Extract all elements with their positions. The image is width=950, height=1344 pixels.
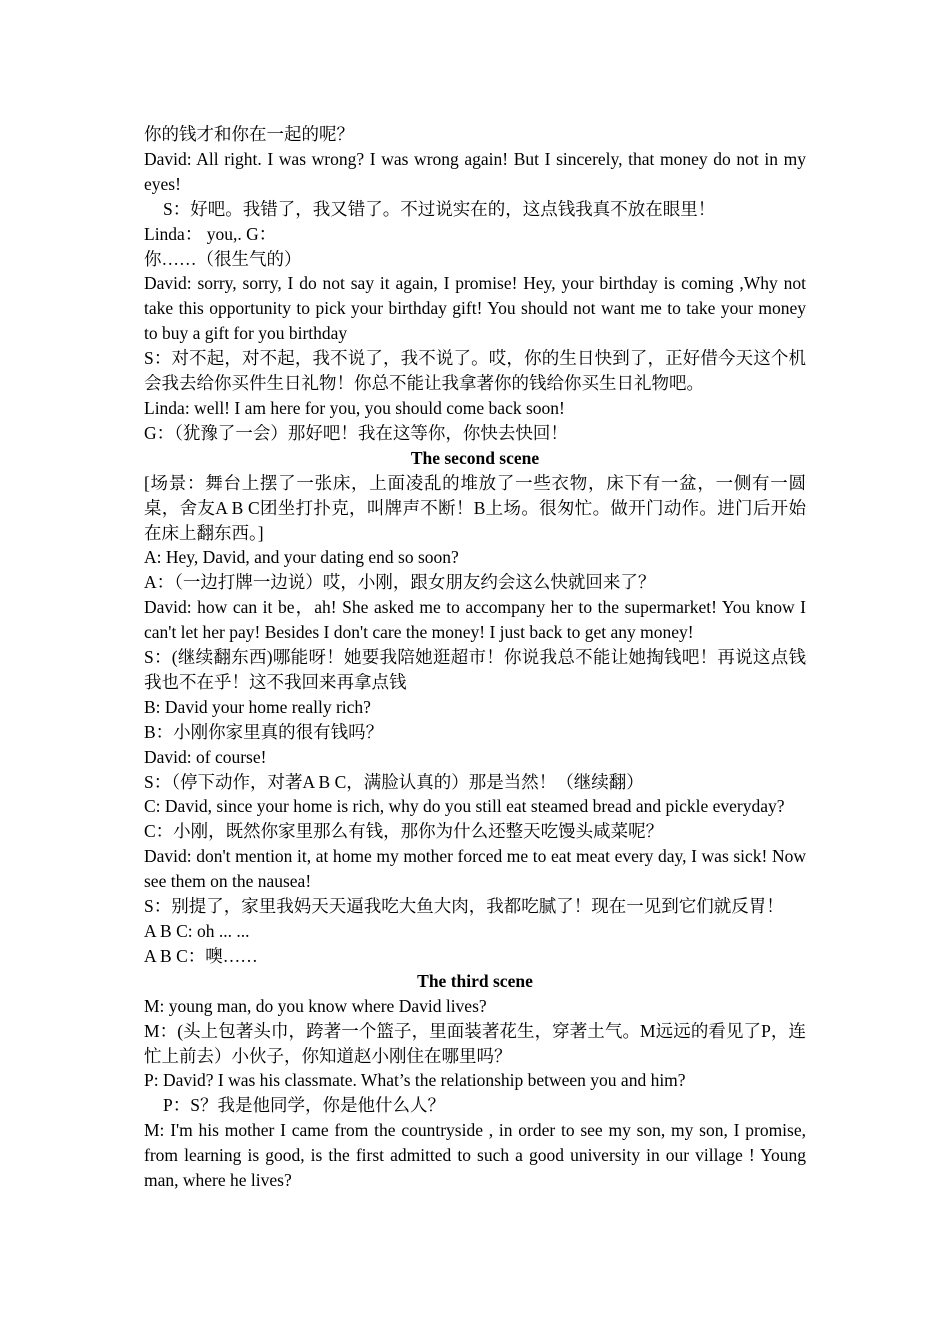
- document-page: [144, 122, 806, 1193]
- dialogue-line: P: David? I was his classmate. What’s the relationship between you and him?: [144, 1070, 686, 1091]
- dialogue-line: C：小刚，既然你家里那么有钱，那你为什么还整天吃馒头咸菜呢？: [144, 821, 664, 842]
- dialogue-line: B：小刚你家里真的很有钱吗？: [144, 721, 384, 742]
- dialogue-line: David: All right. I was wrong? I was wrong again! But I sincerely, that money do not in my eyes!: [144, 148, 806, 194]
- dialogue-line: A B C：噢……: [144, 945, 258, 966]
- dialogue-line: A：（一边打牌一边说）哎，小刚，跟女朋友约会这么快就回来了？: [144, 572, 656, 593]
- dialogue-line: P：S？我是他同学，你是他什么人？: [163, 1095, 445, 1116]
- dialogue-line: S：好吧。我错了，我又错了。不过说实在的，这点钱我真不放在眼里！: [163, 198, 716, 219]
- dialogue-line: Linda: well! I am here for you, you should come back soon!: [144, 397, 565, 418]
- dialogue-line: C: David, since your home is rich, why do you still eat steamed bread and pickle everyday?: [144, 796, 785, 817]
- dialogue-line: S：对不起，对不起，我不说了，我不说了。哎，你的生日快到了，正好借今天这个机会我去给你买件生日礼物！你总不能让我拿著你的钱给你买生日礼物吧。: [144, 348, 806, 394]
- dialogue-line: M: I'm his mother I came from the countryside , in order to see my son, my son, I promise, from learning is good, is the first admitted to such a good university in our village ! Young man, where he lives?: [144, 1120, 806, 1191]
- dialogue-line: S：（停下动作，对著A B C，满脸认真的）那是当然！（继续翻）: [144, 771, 644, 792]
- scene-heading: The second scene: [410, 447, 540, 468]
- stage-direction: [场景：舞台上摆了一张床，上面凌乱的堆放了一些衣物，床下有一盆，一侧有一圆桌，舍友A B C团坐打扑克，叫牌声不断！B上场。很匆忙。做开门动作。进门后开始在床上翻东西。]: [144, 472, 806, 543]
- dialogue-line: David: of course!: [144, 746, 267, 767]
- dialogue-line: G：（犹豫了一会）那好吧！我在这等你，你快去快回！: [144, 422, 568, 443]
- dialogue-line: David: how can it be，ah! She asked me to accompany her to the supermarket! You know I can't let her pay! Besides I don't care the money! I just back to get any money!: [144, 597, 806, 643]
- dialogue-line: A: Hey, David, and your dating end so soon?: [144, 547, 459, 568]
- dialogue-line: 你……（很生气的）: [144, 248, 302, 269]
- scene-heading: The third scene: [417, 970, 533, 991]
- dialogue-line: David: don't mention it, at home my mother forced me to eat meat every day, I was sick! Now see them on the nausea!: [144, 846, 806, 892]
- dialogue-line: B: David your home really rich?: [144, 696, 371, 717]
- dialogue-line: David: sorry, sorry, I do not say it again, I promise! Hey, your birthday is coming ,Why not take this opportunity to pick your birthday gift! You should not want me to take your money to buy a gift for you birthday: [144, 273, 806, 344]
- dialogue-line: S：别提了，家里我妈天天逼我吃大鱼大肉，我都吃腻了！现在一见到它们就反胃！: [144, 896, 784, 917]
- dialogue-line: A B C: oh ... ...: [144, 921, 250, 941]
- dialogue-line: 你的钱才和你在一起的呢？: [144, 124, 354, 144]
- dialogue-line: Linda： you,. G：: [144, 223, 277, 244]
- dialogue-line: S：(继续翻东西)哪能呀！她要我陪她逛超市！你说我总不能让她掏钱吧！再说这点钱我也不在乎！这不我回来再拿点钱: [144, 647, 806, 692]
- stage-direction: M：(头上包著头巾，跨著一个篮子，里面装著花生，穿著土气。M远远的看见了P，连忙上前去）小伙子，你知道赵小刚住在哪里吗？: [144, 1020, 806, 1066]
- dialogue-line: M: young man, do you know where David lives?: [144, 995, 487, 1016]
